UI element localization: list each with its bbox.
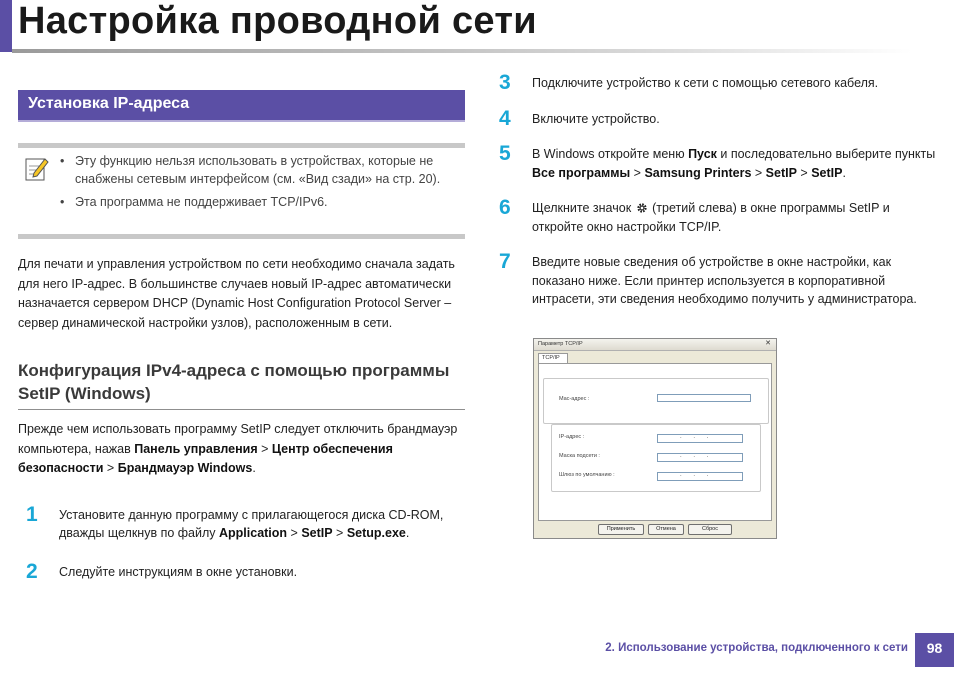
close-icon[interactable]: ✕	[765, 340, 771, 347]
section-heading: Установка IP-адреса	[18, 90, 465, 122]
dialog-panel	[538, 363, 772, 521]
pencil-note-icon	[25, 156, 49, 182]
step-1: 1 Установите данную программу с прилагающегося диска CD-ROM, дважды щелкнув по файлу Application > SetIP > Setup.exe.	[26, 502, 444, 540]
note-box	[18, 143, 465, 239]
gear-icon	[635, 202, 649, 214]
step-number: 6	[499, 196, 511, 219]
mac-label: Mac-адрес :	[559, 396, 590, 402]
step-number: 5	[499, 142, 511, 165]
reset-button[interactable]: Сброс	[688, 524, 732, 535]
intro-paragraph: Для печати и управления устройством по сети необходимо сначала задать для него IP-адрес. В большинстве случаев новый IP-адрес автоматически назначается сервером DHCP (Dynamic Host Configuration Protocol Server – сервер динамической настройки узлов), расположенным в сети.	[18, 257, 455, 330]
mask-field[interactable]	[657, 453, 743, 462]
title-divider	[12, 49, 912, 53]
mac-field[interactable]	[657, 394, 751, 402]
footer-chapter: 2. Использование устройства, подключенного к сети	[605, 642, 908, 654]
note-list	[58, 152, 458, 216]
page-title: Настройка проводной сети	[18, 0, 537, 42]
step-number: 7	[499, 250, 511, 273]
dialog-title: Параметр TCP/IP	[538, 341, 583, 347]
step-5: 5 В Windows откройте меню Пуск и последовательно выберите пункты Все программы > Samsung Printers > SetIP > SetIP.	[499, 142, 936, 180]
note-item: • Эта программа не поддерживает TCP/IPv6.	[58, 193, 458, 211]
ip-label: IP-адрес :	[559, 434, 585, 440]
gateway-field[interactable]	[657, 472, 743, 481]
step-7: 7 Введите новые сведения об устройстве в окне настройки, как показано ниже. Если принтер используется в корпоративной интрасети, эти сведения необходимо получить у администратора.	[499, 250, 917, 306]
tcpip-dialog	[533, 338, 777, 539]
left-column	[18, 90, 465, 581]
firewall-paragraph: Прежде чем использовать программу SetIP следует отключить брандмауэр компьютера, нажав Панель управления > Центр обеспечения безопасности > Брандмауэр Windows.	[18, 422, 458, 475]
subsection-heading: Конфигурация IPv4-адреса с помощью программы SetIP (Windows)	[18, 359, 465, 410]
note-item: • Эту функцию нельзя использовать в устройствах, которые не снабжены сетевым интерфейсом (см. «Вид сзади» на стр. 20).	[58, 152, 458, 188]
mask-label: Маска подсети :	[559, 453, 600, 459]
gateway-label: Шлюз по умолчанию :	[559, 472, 615, 478]
ip-field[interactable]	[657, 434, 743, 443]
cancel-button[interactable]: Отмена	[648, 524, 684, 535]
step-number: 4	[499, 106, 511, 130]
step-number: 2	[26, 559, 38, 583]
tab-tcpip[interactable]: TCP/IP	[538, 353, 568, 364]
title-accent-bar	[0, 0, 12, 52]
step-number: 1	[26, 502, 38, 526]
step-2: 2 Следуйте инструкциям в окне установки.	[26, 559, 298, 583]
dialog-titlebar	[534, 339, 776, 351]
apply-button[interactable]: Применить	[598, 524, 644, 535]
page-number: 98	[915, 633, 954, 667]
step-3: 3 Подключите устройство к сети с помощью сетевого кабеля.	[499, 71, 879, 94]
step-6: 6 Щелкните значок (третий слева) в окне программы SetIP и откройте окно настройки TCP/IP.	[499, 196, 890, 234]
step-number: 3	[499, 71, 511, 94]
right-column	[496, 71, 936, 309]
step-4: 4 Включите устройство.	[499, 106, 660, 130]
